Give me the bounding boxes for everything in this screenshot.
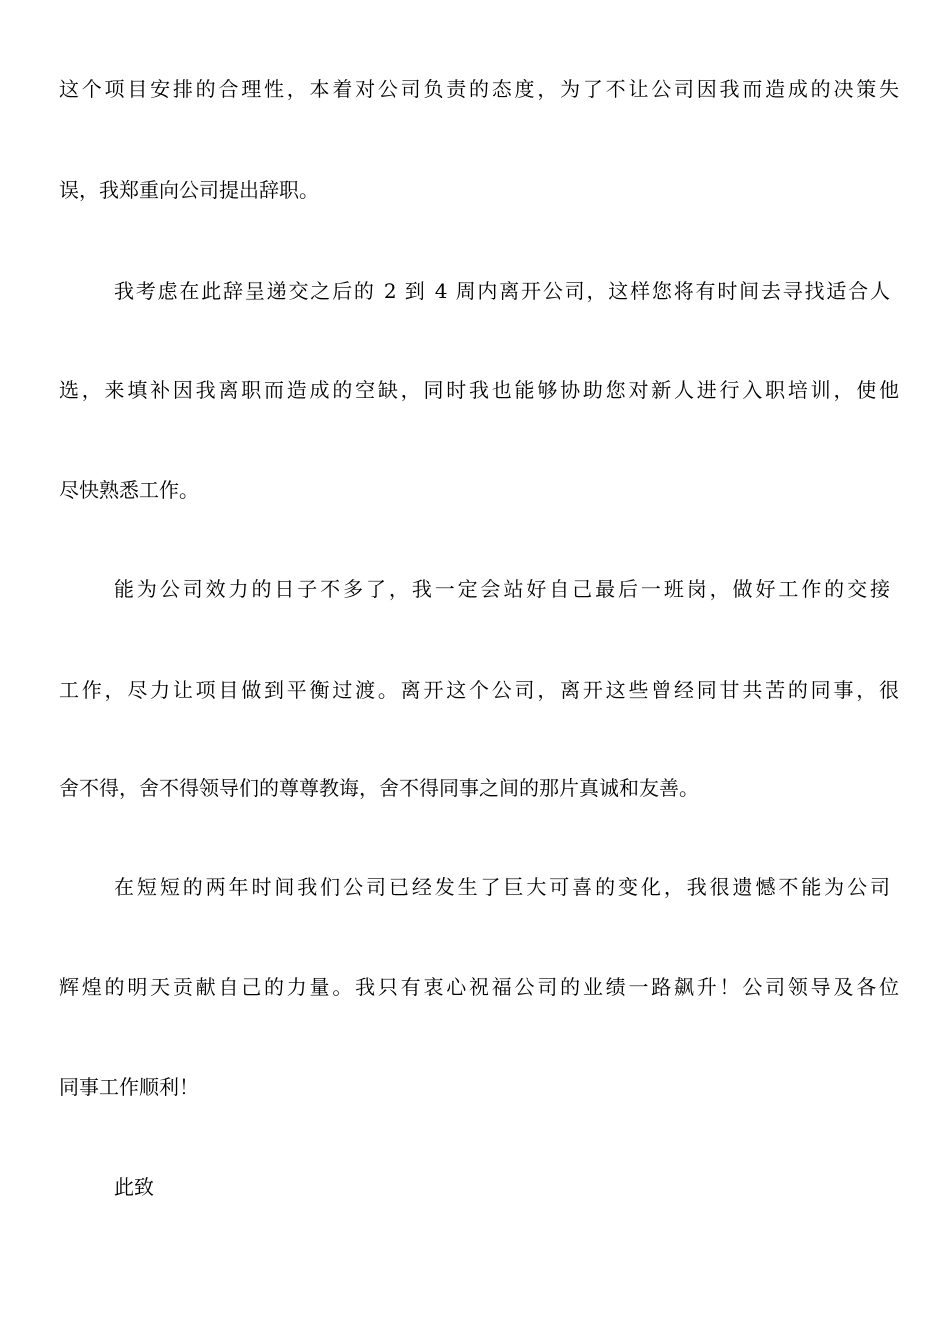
closing-salutation: 此致 <box>114 1175 154 1199</box>
text-line: 同事工作顺利！ <box>59 1075 199 1099</box>
text-line: 选，来填补因我离职而造成的空缺，同时我也能够协助您对新人进行入职培训，使他 <box>59 378 899 402</box>
text-line: 我考虑在此辞呈递交之后的 2 到 4 周内离开公司，这样您将有时间去寻找适合人 <box>114 279 890 303</box>
text-line: 误，我郑重向公司提出辞职。 <box>59 178 319 202</box>
text-line: 能为公司效力的日子不多了，我一定会站好自己最后一班岗，做好工作的交接 <box>114 577 890 601</box>
text-line: 辉煌的明天贡献自己的力量。我只有衷心祝福公司的业绩一路飙升！公司领导及各位 <box>59 975 899 999</box>
text-line: 尽快熟悉工作。 <box>59 478 199 502</box>
text-line: 舍不得，舍不得领导们的尊尊教诲，舍不得同事之间的那片真诚和友善。 <box>59 776 699 800</box>
text-line: 在短短的两年时间我们公司已经发生了巨大可喜的变化，我很遗憾不能为公司 <box>114 875 890 899</box>
text-line: 工作，尽力让项目做到平衡过渡。离开这个公司，离开这些曾经同甘共苦的同事，很 <box>59 678 899 702</box>
text-line: 这个项目安排的合理性，本着对公司负责的态度，为了不让公司因我而造成的决策失 <box>59 77 899 101</box>
